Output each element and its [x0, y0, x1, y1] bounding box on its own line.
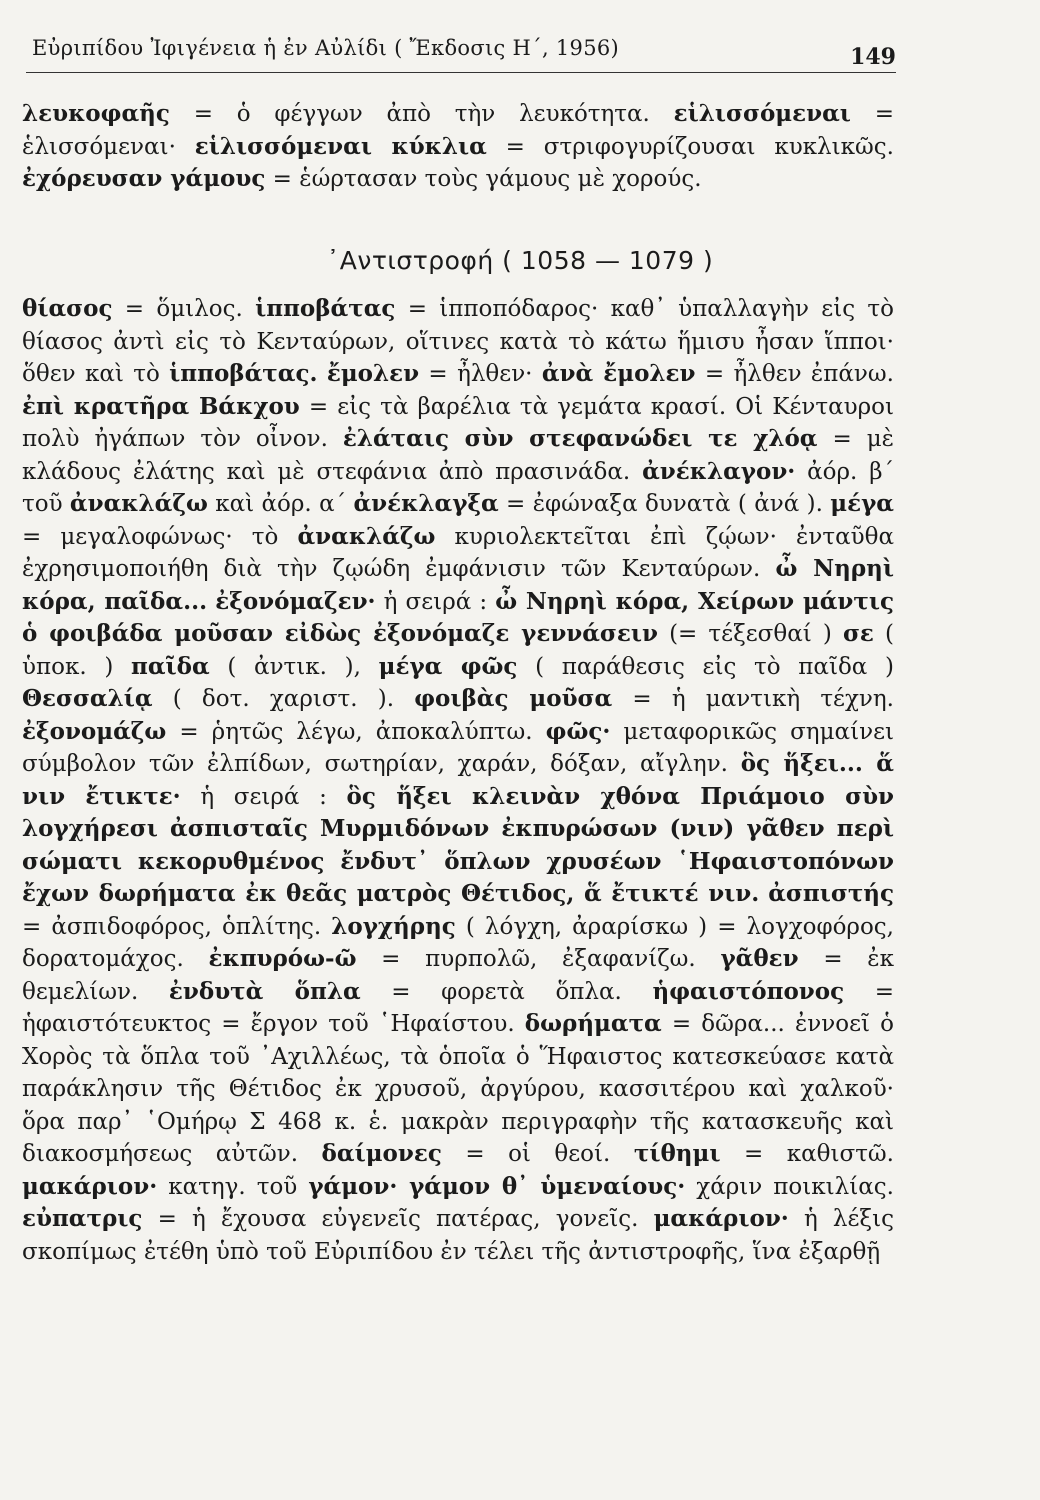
gloss-text — [759, 881, 768, 907]
lemma-term: ἀνακλάζω — [69, 490, 208, 517]
lemma-term: λευκοφαῆς — [22, 100, 170, 127]
lemma-term: ἀνέκλαγξα — [353, 490, 499, 517]
lemma-term: ὦ Νηρηὶ κόρα, παῖδα... — [22, 555, 894, 615]
lemma-term: Θεσσαλίᾳ — [22, 685, 153, 712]
gloss-text: = ἐκ θεμελίων. — [22, 946, 894, 1005]
gloss-text — [317, 361, 326, 387]
section-heading: ᾿Αντιστροφή ( 1058 — 1079 ) — [326, 246, 714, 275]
gloss-text: = ἱπποπόδαρος· καθ᾿ ὑπαλλαγὴν εἰς τὸ θίασος ἀντὶ εἰς τὸ Κενταύρων, οἵτινες κατὰ τὸ κάτω ἥμισυ ἦσαν ἵπποι· ὅθεν καὶ τὸ — [22, 296, 894, 387]
gloss-text: = μεγαλοφώνως· τὸ — [22, 523, 298, 550]
gloss-text: = φορετὰ ὅπλα. — [360, 978, 653, 1005]
gloss-text: ( ὑποκ. ) — [22, 621, 894, 680]
gloss-text: = ἡφαιστότευκτος = ἔργον τοῦ ῾Ηφαίστου. — [22, 978, 894, 1037]
lemma-term: ἐξονόμαζεν· — [215, 587, 376, 615]
lemma-term: εὐπατρις — [22, 1205, 143, 1232]
gloss-text: ἀόρ. β΄ τοῦ — [22, 458, 894, 517]
gloss-text: = ὁ φέγγων ἀπὸ τὴν λευκότητα. — [169, 101, 674, 127]
gloss-text: ἡ σειρά : — [375, 588, 496, 615]
lemma-term: ἐνδυτὰ ὅπλα — [168, 977, 361, 1005]
gloss-text: = ῥητῶς λέγω, ἀποκαλύπτω. — [166, 718, 546, 745]
lemma-term: εἱλισσόμεναι κύκλια — [194, 132, 487, 160]
lemma-term: ἱπποβάτας — [255, 295, 396, 322]
gloss-text: ἡ λέξις σκοπίμως ἐτέθη ὑπὸ τοῦ Εὐριπίδου ἐν τέλει τῆς ἀντιστροφῆς, ἵνα ἐξαρθῇ — [22, 1206, 894, 1265]
lemma-term: δωρήματα — [524, 1010, 662, 1037]
lemma-term: σε — [842, 620, 874, 647]
gloss-text: χάριν ποικιλίας. — [685, 1173, 894, 1200]
lemma-term: λογχήρης — [331, 912, 456, 940]
gloss-text: = ἡ μαντικὴ τέχνη. — [612, 686, 894, 712]
gloss-text: = δῶρα... ἐννοεῖ ὁ Χορὸς τὰ ὅπλα τοῦ ᾿Αχιλλέως, τὰ ὁποῖα ὁ Ἥφαιστος κατεσκεύασε κατὰ παράκλησιν τῆς Θέτιδος ἐκ χρυσοῦ, ἀργύρου, κασσιτέρου καὶ χαλκοῦ· ὅρα παρ᾿ ῾Ομήρῳ Σ 468 κ. ἑ. μακρὰν περιγραφὴν τῆς κατασκευῆς καὶ διακοσμήσεως αὐτῶν. — [22, 1011, 895, 1167]
intro-paragraph — [22, 98, 894, 196]
lemma-term: ὃς ἥξει... ἅ νιν ἔτικτε· — [22, 750, 894, 810]
lemma-term: μέγα — [830, 490, 894, 517]
lemma-term: φῶς· — [545, 717, 611, 745]
lemma-term: ἀνὰ ἔμολεν — [541, 360, 696, 387]
gloss-text: = καθιστῶ. — [720, 1141, 894, 1167]
lemma-term: μακάριον· — [22, 1172, 158, 1200]
lemma-term: δαίμονες — [321, 1140, 442, 1167]
lemma-term: ἡφαιστόπονος — [652, 977, 845, 1005]
lemma-term: τίθημι — [633, 1140, 721, 1167]
lemma-term: μέγα φῶς — [378, 652, 518, 680]
gloss-text: = ἀσπιδοφόρος, ὁπλίτης. — [22, 913, 332, 940]
lemma-term: ἐκπυρόω-ῶ — [208, 945, 357, 972]
gloss-text: μεταφορικῶς σημαίνει σύμβολον τῶν ἐλπίδων, σωτηρίαν, χαράν, δόξαν, αἴγλην. — [22, 718, 894, 777]
gloss-text: κυριολεκτεῖται ἐπὶ ζῴων· ἐνταῦθα ἐχρησιμοποιήθη διὰ τὴν ζῳώδη ἐμφάνισιν τῶν Κενταύρων. — [22, 523, 894, 582]
gloss-text: ἡ σειρά : — [180, 783, 347, 810]
lemma-term: γᾶθεν — [720, 945, 799, 972]
lemma-term: ἐξονομάζω — [22, 717, 167, 745]
lemma-term: ἀνέκλαγον· — [642, 457, 796, 485]
lemma-term: γάμον· γάμον θ᾿ ὑμεναίους· — [308, 1172, 686, 1200]
commentary-text — [22, 293, 894, 1268]
commentary-paragraph — [22, 293, 894, 1268]
gloss-text: καὶ ἀόρ. α΄ — [207, 491, 354, 517]
gloss-text: = οἱ θεοί. — [441, 1141, 634, 1167]
lemma-term: ὃς ἥξει κλεινὰν χθόνα Πριάμοιο σὺν λογχήρεσι ἀσπισταῖς Μυρμιδόνων ἐκπυρώσων (νιν) γᾶθεν περὶ σώματι κεκορυθμένος ἔνδυτ᾿ ὅπλων χρυσέων ῾Ηφαιστοπόνων ἔχων δωρήματα ἐκ θεᾶς ματρὸς Θέτιδος, ἅ ἔτικτέ νιν. — [22, 782, 894, 907]
gloss-text: = ἑώρτασαν τοὺς γάμους μὲ χορούς. — [265, 166, 702, 192]
header-rule — [26, 72, 896, 73]
gloss-text: = ἦλθεν· — [419, 361, 542, 387]
gloss-text: ( παράθεσις εἰς τὸ παῖδα ) — [517, 653, 894, 680]
lemma-term: ἱπποβάτας. — [169, 360, 318, 387]
gloss-text: = εἰς τὰ βαρέλια τὰ γεμάτα κρασί. Οἱ Κένταυροι πολὺ ἠγάπων τὸν οἶνον. — [22, 393, 894, 452]
gloss-text: = ὅμιλος. — [112, 296, 256, 322]
running-header — [26, 30, 896, 74]
running-title: Εὐριπίδου Ἰφιγένεια ἡ ἐν Αὐλίδι ( Ἔκδοσις Η΄, 1956) — [32, 36, 620, 60]
page-number: 149 — [850, 44, 896, 70]
lemma-term: εἱλισσόμεναι — [673, 100, 851, 127]
lemma-term: φοιβὰς μοῦσα — [414, 685, 613, 712]
gloss-text: ( λόγχη, ἀραρίσκω ) = λογχοφόρος, δορατομάχος. — [22, 913, 894, 972]
lemma-term: ἐπὶ κρατῆρα Βάκχου — [22, 392, 300, 420]
lemma-term: ὦ Νηρηὶ κόρα, Χείρων μάντις ὁ φοιβάδα μοῦσαν εἰδὼς ἐξονόμαζε γεννάσειν — [22, 587, 894, 647]
lemma-term: θίασος — [22, 295, 113, 322]
gloss-text: = στριφογυρίζουσαι κυκλικῶς. — [486, 133, 894, 160]
lemma-term: παῖδα — [130, 652, 210, 680]
gloss-text: ( δοτ. χαριστ. ). — [152, 686, 415, 712]
gloss-text: κατηγ. τοῦ — [157, 1173, 309, 1200]
intro-text — [22, 98, 894, 196]
lemma-term: ἐχόρευσαν γάμους — [22, 165, 266, 192]
lemma-term: ἐλάταις σὺν στεφανώδει τε χλόᾳ — [342, 425, 818, 452]
gloss-text: = πυρπολῶ, ἐξαφανίζω. — [356, 946, 721, 972]
lemma-term: μακάριον· — [653, 1205, 789, 1232]
gloss-text — [207, 589, 215, 615]
gloss-text: = ἦλθεν ἐπάνω. — [695, 361, 894, 387]
gloss-text: = μὲ κλάδους ἐλάτης καὶ μὲ στεφάνια ἀπὸ πρασινάδα. — [22, 426, 894, 485]
lemma-term: ἀνακλάζω — [297, 522, 436, 550]
gloss-text: = ἡ ἔχουσα εὐγενεῖς πατέρας, γονεῖς. — [142, 1206, 654, 1232]
gloss-text: = ἑλισσόμεναι· — [22, 101, 894, 160]
gloss-text: = ἐφώναξα δυνατὰ ( ἀνά ). — [498, 491, 831, 517]
gloss-text: (= τέξεσθαί ) — [657, 621, 843, 647]
gloss-text: ( ἀντικ. ), — [209, 653, 379, 680]
lemma-term: ἀσπιστής — [768, 880, 895, 907]
lemma-term: ἔμολεν — [326, 360, 420, 387]
